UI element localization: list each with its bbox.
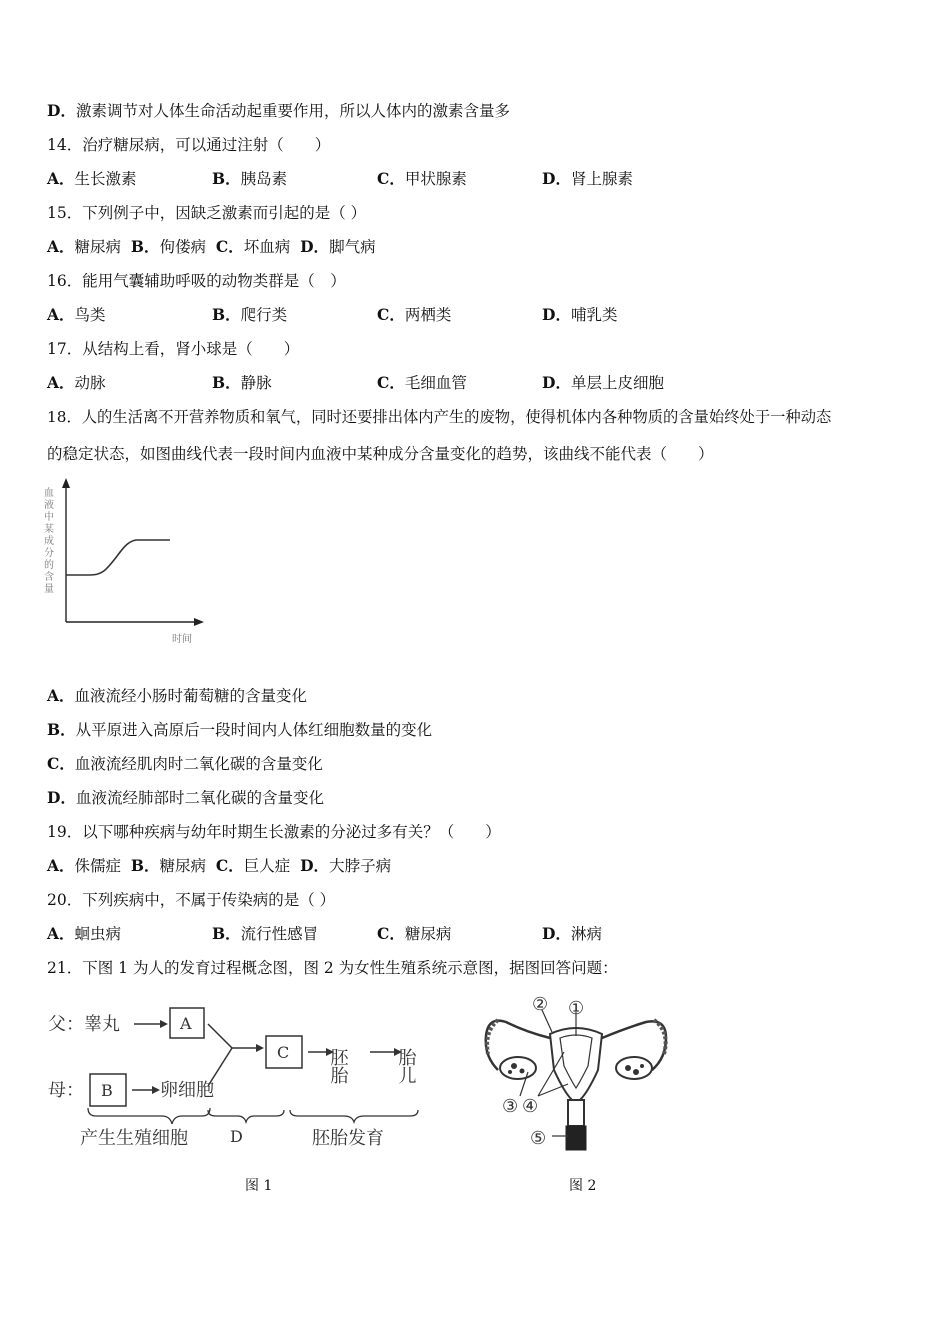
figure-1-caption: 图 1 bbox=[245, 1178, 273, 1194]
fig1-label-d: D bbox=[230, 1127, 243, 1146]
graph-curve bbox=[66, 540, 170, 575]
q16-option-c: C．两栖类 bbox=[377, 305, 452, 324]
q14-option-a: A．生长激素 bbox=[47, 169, 137, 188]
q17-option-d: D．单层上皮细胞 bbox=[542, 373, 664, 392]
graph-y-arrow bbox=[62, 478, 70, 488]
q17-stem: 17．从结构上看，肾小球是（ ） bbox=[47, 340, 300, 358]
figure-2-caption: 图 2 bbox=[569, 1178, 597, 1194]
q15-options: A．糖尿病 B．佝偻病 C．坏血病 D．脚气病 bbox=[47, 237, 376, 256]
q19-stem: 19．以下哪种疾病与幼年时期生长激素的分泌过多有关？（ ） bbox=[47, 823, 501, 841]
q18-option-d: D．血液流经肺部时二氧化碳的含量变化 bbox=[47, 788, 324, 807]
content-curve-graph bbox=[40, 474, 210, 654]
fig2-left-ovary bbox=[500, 1057, 536, 1079]
q21-stem: 21．下图 1 为人的发育过程概念图，图 2 为女性生殖系统示意图，据图回答问题： bbox=[47, 959, 618, 977]
figure-1-concept-map bbox=[44, 998, 444, 1158]
graph-x-arrow bbox=[194, 618, 204, 626]
q15-stem: 15．下列例子中，因缺乏激素而引起的是（ ） bbox=[47, 204, 367, 222]
fig1-brace-2 bbox=[208, 1110, 284, 1122]
fig1-box-b-label: B bbox=[101, 1081, 113, 1100]
q18-stem-1: 18．人的生活离不开营养物质和氧气，同时还要排出体内产生的废物，使得机体内各种物质的含量始终处于一种动态 bbox=[47, 408, 832, 426]
q16-option-a: A．鸟类 bbox=[47, 305, 106, 324]
q17-option-b: B．静脉 bbox=[212, 373, 272, 392]
fig2-right-ovary bbox=[616, 1057, 652, 1079]
fig2-label-3: ③ bbox=[502, 1096, 519, 1117]
fig1-brace-1 bbox=[88, 1108, 210, 1124]
q20-option-c: C．糖尿病 bbox=[377, 924, 452, 943]
q19-options: A．侏儒症 B．糖尿病 C．巨人症 D．大脖子病 bbox=[47, 856, 392, 875]
fig1-box-c-label: C bbox=[277, 1043, 290, 1062]
q17-option-c: C．毛细血管 bbox=[377, 373, 467, 392]
fig1-father-label: 父：睾丸 bbox=[48, 1014, 120, 1035]
fig1-box-a-label: A bbox=[180, 1014, 192, 1033]
q14-option-d: D．肾上腺素 bbox=[542, 169, 633, 188]
figure-2-female-reproductive-system bbox=[476, 992, 676, 1162]
q20-option-b: B．流行性感冒 bbox=[212, 924, 319, 943]
fig1-merge-lines bbox=[208, 1024, 232, 1086]
fig2-label-1: ① bbox=[568, 998, 585, 1019]
q13-option-d: D．激素调节对人体生命活动起重要作用，所以人体内的激素含量多 bbox=[47, 101, 510, 120]
fig1-fetus-label: 胎儿 bbox=[395, 1048, 417, 1084]
q16-option-b: B．爬行类 bbox=[212, 305, 288, 324]
q14-option-b: B．胰岛素 bbox=[212, 169, 288, 188]
q16-stem: 16．能用气囊辅助呼吸的动物类群是（ ） bbox=[47, 272, 346, 290]
fig1-label-gametes: 产生生殖细胞 bbox=[80, 1128, 188, 1149]
q14-option-c: C．甲状腺素 bbox=[377, 169, 467, 188]
q20-option-d: D．淋病 bbox=[542, 924, 602, 943]
fig2-cervix bbox=[568, 1100, 584, 1126]
q18-stem-2: 的稳定状态，如图曲线代表一段时间内血液中某种成分含量变化的趋势，该曲线不能代表（ ） bbox=[47, 445, 714, 463]
fig1-brace-3 bbox=[290, 1110, 418, 1122]
q20-option-a: A．蛔虫病 bbox=[47, 924, 122, 943]
fig2-label-5: ⑤ bbox=[530, 1128, 547, 1149]
fig1-egg-label: 卵细胞 bbox=[160, 1080, 214, 1101]
q14-stem: 14．治疗糖尿病，可以通过注射（ ） bbox=[47, 136, 331, 154]
q16-option-d: D．哺乳类 bbox=[542, 305, 618, 324]
fig2-uterus bbox=[550, 1028, 602, 1100]
fig1-mother-label: 母： bbox=[48, 1080, 84, 1101]
q20-stem: 20．下列疾病中，不属于传染病的是（ ） bbox=[47, 891, 336, 909]
fig2-vagina bbox=[566, 1126, 586, 1150]
fig2-label-4: ④ bbox=[522, 1096, 539, 1117]
graph-xlabel: 时间 bbox=[172, 634, 192, 645]
fig1-embryo-label: 胚胎 bbox=[327, 1048, 349, 1084]
fig1-label-embryo-development: 胚胎发育 bbox=[312, 1128, 384, 1149]
q18-option-c: C．血液流经肌肉时二氧化碳的含量变化 bbox=[47, 754, 323, 773]
graph-ylabel: 血液中某成分的含量 bbox=[44, 488, 54, 595]
q18-option-a: A．血液流经小肠时葡萄糖的含量变化 bbox=[47, 686, 308, 705]
fig2-label-2: ② bbox=[532, 994, 549, 1015]
q18-option-b: B．从平原进入高原后一段时间内人体红细胞数量的变化 bbox=[47, 720, 433, 739]
q17-option-a: A．动脉 bbox=[47, 373, 106, 392]
